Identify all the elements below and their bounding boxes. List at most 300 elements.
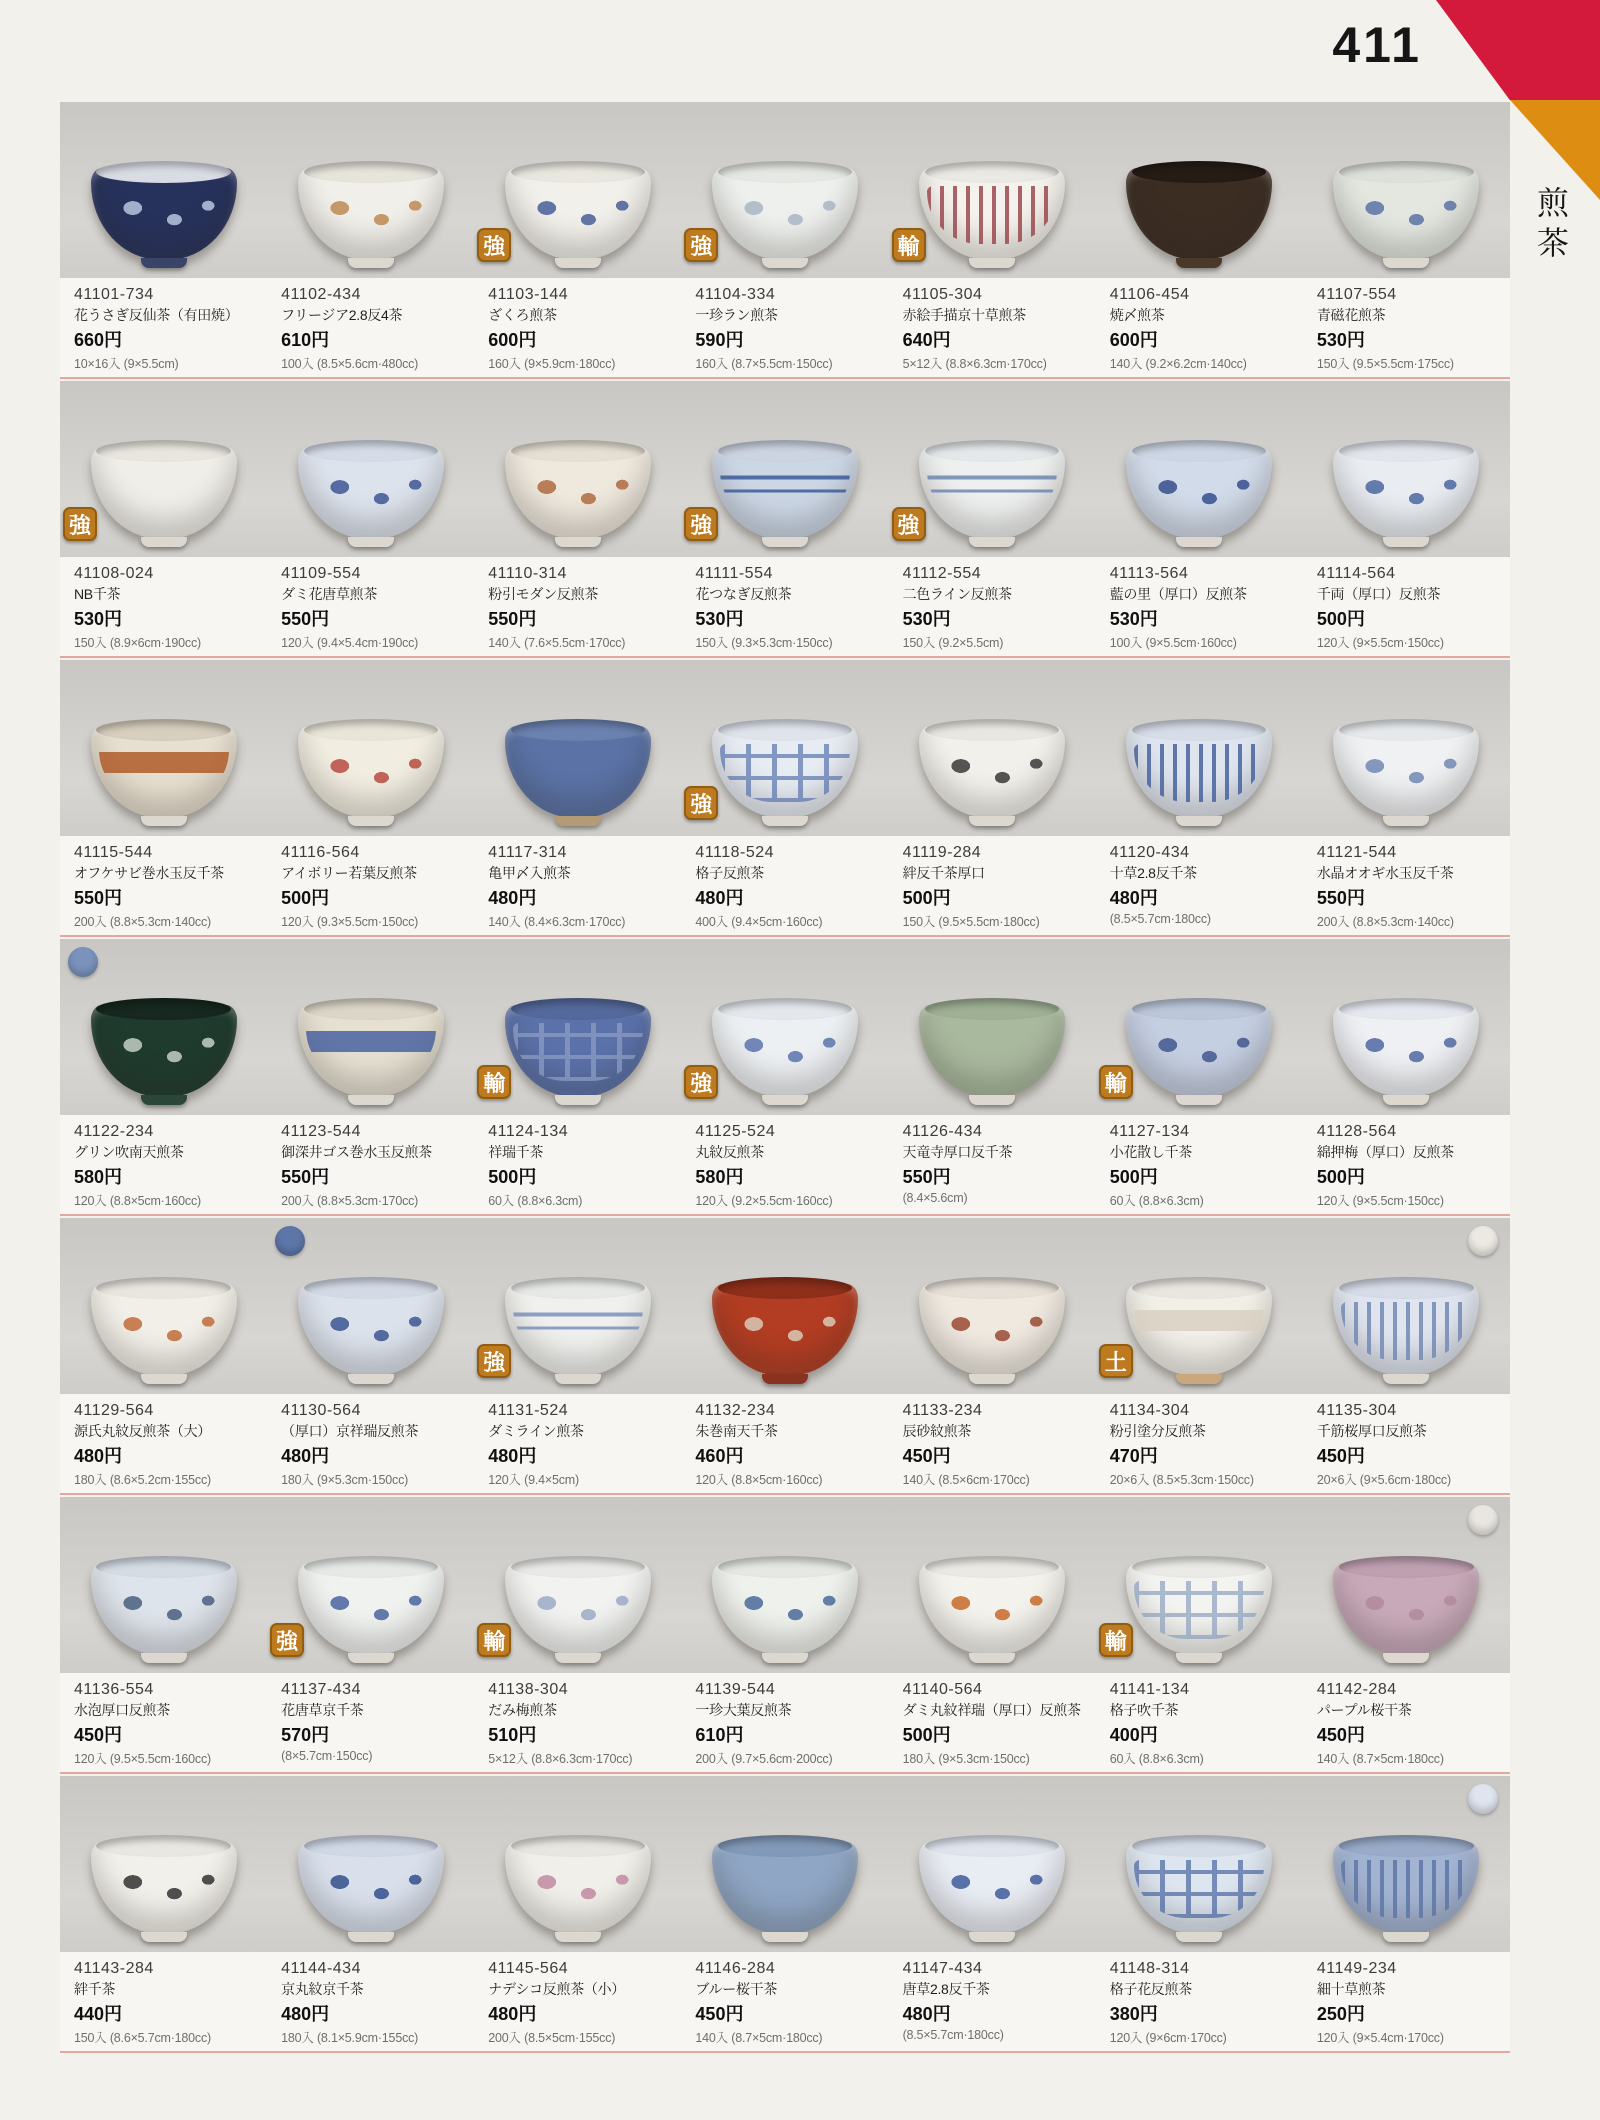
attribute-badge: 輸 <box>1099 1623 1133 1657</box>
product-item <box>1303 1497 1510 1772</box>
product-spec: 60入 (8.8×6.3cm) <box>1109 1194 1204 1208</box>
bowl-pattern <box>306 1023 436 1081</box>
bowl-pattern <box>1341 1581 1471 1639</box>
product-spec: 140入 (7.6×5.5cm·170cc) <box>488 636 626 650</box>
product-code: 41135-304 <box>1316 1402 1397 1419</box>
product-photo <box>267 660 474 836</box>
product-name: 青磁花煎茶 <box>1316 307 1386 323</box>
product-name: 御深井ゴス巻水玉反煎茶 <box>281 1144 432 1160</box>
product-name: 丸紋反煎茶 <box>695 1144 764 1160</box>
product-photo <box>60 660 267 836</box>
product-code: 41121-544 <box>1316 844 1397 861</box>
product-code: 41112-554 <box>902 565 982 582</box>
product-item <box>889 1218 1096 1493</box>
product-code: 41136-554 <box>74 1681 154 1698</box>
tea-bowl-photo <box>298 726 444 818</box>
product-photo <box>681 381 888 557</box>
product-info <box>889 1952 1096 2051</box>
product-price: 450円 <box>1316 1446 1365 1466</box>
tea-bowl-photo <box>1333 1005 1479 1097</box>
tea-bowl-photo <box>919 1563 1065 1655</box>
product-price: 610円 <box>695 1725 744 1745</box>
bowl-foot <box>555 258 601 268</box>
bowl-pattern <box>513 1302 643 1360</box>
product-code: 41124-134 <box>488 1123 569 1140</box>
product-spec: 140入 (9.2×6.2cm·140cc) <box>1109 357 1247 371</box>
product-code: 41103-144 <box>488 286 569 303</box>
product-price: 450円 <box>74 1725 123 1745</box>
tea-bowl-photo <box>505 447 651 539</box>
product-info <box>60 1394 267 1493</box>
product-photo <box>474 1776 681 1952</box>
bowl-pattern <box>720 1860 850 1918</box>
product-photo <box>681 1218 888 1394</box>
bowl-foot <box>1383 816 1429 826</box>
product-price: 500円 <box>281 888 330 908</box>
product-photo <box>60 1497 267 1673</box>
product-info <box>474 836 681 935</box>
product-spec: 200入 (8.8×5.3cm·140cc) <box>74 915 211 929</box>
bowl-pattern <box>720 1302 850 1360</box>
product-name: 亀甲〆入煎茶 <box>488 865 571 881</box>
product-info <box>60 1115 267 1214</box>
product-price: 590円 <box>695 330 744 350</box>
product-item <box>681 102 888 377</box>
product-photo <box>474 660 681 836</box>
bowl-pattern <box>720 465 850 523</box>
bowl-pattern <box>1134 744 1264 802</box>
product-info <box>889 557 1096 656</box>
product-price: 400円 <box>1109 1725 1158 1745</box>
bowl-pattern <box>927 1023 1057 1081</box>
bowl-pattern <box>1134 186 1264 244</box>
bowl-pattern <box>720 1023 850 1081</box>
product-photo <box>1096 1776 1303 1952</box>
bowl-pattern <box>1134 465 1264 523</box>
product-spec: 60入 (8.8×6.3cm) <box>1109 1752 1204 1766</box>
product-info <box>681 1394 888 1493</box>
bowl-foot <box>348 816 394 826</box>
product-info <box>889 278 1096 377</box>
tea-bowl-photo <box>1333 168 1479 260</box>
product-item <box>60 381 267 656</box>
bowl-foot <box>969 816 1015 826</box>
bowl-pattern <box>927 1860 1057 1918</box>
tea-bowl-photo <box>1333 726 1479 818</box>
bowl-foot <box>348 1932 394 1942</box>
product-photo <box>681 660 888 836</box>
product-name: 源氏丸紋反煎茶（大） <box>74 1423 211 1439</box>
product-price: 480円 <box>281 1446 330 1466</box>
product-name: 花うさぎ反仙茶（有田焼） <box>74 307 239 323</box>
product-price: 530円 <box>1109 609 1158 629</box>
product-photo <box>889 1218 1096 1394</box>
product-info <box>889 836 1096 935</box>
tea-bowl-photo <box>298 1284 444 1376</box>
bowl-foot <box>969 537 1015 547</box>
product-name: 朱巻南天千茶 <box>695 1423 778 1439</box>
product-info <box>267 836 474 935</box>
product-spec: 100入 (9×5.5cm·160cc) <box>1109 636 1237 650</box>
product-code: 41149-234 <box>1316 1960 1397 1977</box>
product-code: 41140-564 <box>902 1681 983 1698</box>
product-price: 580円 <box>695 1167 744 1187</box>
product-photo <box>267 102 474 278</box>
product-info <box>267 1115 474 1214</box>
product-spec: 150入 (9.2×5.5cm) <box>902 636 1004 650</box>
product-info <box>681 1115 888 1214</box>
product-price: 530円 <box>74 609 123 629</box>
product-info <box>1096 1673 1303 1772</box>
product-spec: 120入 (9×5.5cm·150cc) <box>1316 1194 1444 1208</box>
product-item <box>681 1776 888 2051</box>
product-item <box>1096 939 1303 1214</box>
product-info <box>1303 1673 1510 1772</box>
product-spec: 150入 (9.5×5.5cm·175cc) <box>1316 357 1454 371</box>
product-photo <box>1303 939 1510 1115</box>
product-item <box>889 1776 1096 2051</box>
bowl-pattern <box>927 186 1057 244</box>
product-name: 千両（厚口）反煎茶 <box>1316 586 1441 602</box>
product-photo <box>1303 1218 1510 1394</box>
attribute-badge: 土 <box>1099 1344 1133 1378</box>
product-code: 41130-564 <box>281 1402 361 1419</box>
bowl-foot <box>1176 1932 1222 1942</box>
product-item <box>681 939 888 1214</box>
product-info <box>681 836 888 935</box>
bowl-pattern <box>720 744 850 802</box>
product-spec: 400入 (9.4×5cm·160cc) <box>695 915 823 929</box>
product-name: アイボリー若葉反煎茶 <box>281 865 417 881</box>
attribute-badge: 強 <box>892 507 926 541</box>
tea-bowl-photo <box>298 1005 444 1097</box>
product-spec: 180入 (9×5.3cm·150cc) <box>902 1752 1030 1766</box>
attribute-badge: 強 <box>270 1623 304 1657</box>
bowl-pattern <box>513 744 643 802</box>
product-name: フリージア2.8反4茶 <box>281 307 403 323</box>
tea-bowl-photo <box>712 447 858 539</box>
bowl-foot <box>762 1932 808 1942</box>
product-name: 一珍大葉反煎茶 <box>695 1702 792 1718</box>
product-info <box>681 278 888 377</box>
tea-bowl-photo <box>298 1563 444 1655</box>
product-photo <box>474 1497 681 1673</box>
tea-bowl-photo <box>91 1284 237 1376</box>
bowl-foot <box>555 1932 601 1942</box>
tea-bowl-photo <box>919 168 1065 260</box>
product-photo <box>267 1497 474 1673</box>
attribute-badge: 強 <box>684 786 718 820</box>
product-price: 480円 <box>488 888 537 908</box>
bowl-foot <box>348 537 394 547</box>
product-spec: 60入 (8.8×6.3cm) <box>488 1194 583 1208</box>
bowl-pattern <box>513 186 643 244</box>
bowl-pattern <box>720 186 850 244</box>
product-price: 500円 <box>1316 1167 1365 1187</box>
bowl-foot <box>348 258 394 268</box>
product-spec: 120入 (9.4×5.4cm·190cc) <box>281 636 419 650</box>
product-item <box>1303 381 1510 656</box>
product-name: ブルー桜干茶 <box>695 1981 778 1997</box>
product-price: 610円 <box>281 330 330 350</box>
product-name: 格子反煎茶 <box>695 865 764 881</box>
product-spec: 20×6入 (9×5.6cm·180cc) <box>1316 1473 1451 1487</box>
tea-bowl-photo <box>919 447 1065 539</box>
product-name: 水晶オオギ水玉反千茶 <box>1316 865 1454 881</box>
product-info <box>681 557 888 656</box>
attribute-badge: 強 <box>684 1065 718 1099</box>
bowl-pattern <box>1134 1581 1264 1639</box>
product-code: 41137-434 <box>281 1681 361 1698</box>
product-name: 辰砂紋煎茶 <box>902 1423 972 1439</box>
bowl-foot <box>1383 258 1429 268</box>
bowl-foot <box>969 1095 1015 1105</box>
product-code: 41122-234 <box>74 1123 154 1140</box>
product-item <box>267 660 474 935</box>
product-code: 41144-434 <box>281 1960 361 1977</box>
product-price: 550円 <box>281 1167 330 1187</box>
bowl-foot <box>762 1653 808 1663</box>
product-spec: 120入 (9.2×5.5cm·160cc) <box>695 1194 833 1208</box>
bowl-pattern <box>927 744 1057 802</box>
product-spec: 120入 (9×6cm·170cc) <box>1109 2031 1227 2045</box>
product-photo <box>1096 1497 1303 1673</box>
product-code: 41109-554 <box>281 565 361 582</box>
product-item <box>681 1218 888 1493</box>
bowl-pattern <box>1341 1302 1471 1360</box>
product-photo <box>681 102 888 278</box>
attribute-badge: 強 <box>63 507 97 541</box>
product-item <box>267 939 474 1214</box>
product-price: 440円 <box>74 2004 123 2024</box>
tea-bowl-photo <box>1126 726 1272 818</box>
product-price: 500円 <box>902 888 951 908</box>
bowl-foot <box>555 1653 601 1663</box>
product-code: 41141-134 <box>1109 1681 1190 1698</box>
product-price: 530円 <box>1316 330 1365 350</box>
product-photo <box>889 381 1096 557</box>
product-spec: 200入 (8.5×5cm·155cc) <box>488 2031 616 2045</box>
bowl-foot <box>969 1653 1015 1663</box>
product-price: 500円 <box>902 1725 951 1745</box>
product-code: 41143-284 <box>74 1960 154 1977</box>
product-name: 花唐草京千茶 <box>281 1702 364 1718</box>
product-spec: 150入 (9.5×5.5cm·180cc) <box>902 915 1040 929</box>
product-price: 530円 <box>902 609 951 629</box>
product-code: 41134-304 <box>1109 1402 1190 1419</box>
tea-bowl-photo <box>712 1005 858 1097</box>
product-item <box>267 1218 474 1493</box>
product-spec: 140入 (8.7×5cm·180cc) <box>695 2031 823 2045</box>
bowl-pattern <box>1134 1302 1264 1360</box>
bowl-pattern <box>1134 1023 1264 1081</box>
product-price: 550円 <box>74 888 123 908</box>
bowl-foot <box>141 1653 187 1663</box>
product-item <box>474 1776 681 2051</box>
product-price: 600円 <box>488 330 537 350</box>
product-row <box>60 939 1510 1216</box>
attribute-badge: 強 <box>477 1344 511 1378</box>
lid-disc <box>1468 1784 1498 1814</box>
product-name: ダミ花唐草煎茶 <box>281 586 378 602</box>
product-info <box>474 557 681 656</box>
product-row <box>60 660 1510 937</box>
product-info <box>1303 1115 1510 1214</box>
product-name: 粉引塗分反煎茶 <box>1109 1423 1206 1439</box>
product-price: 480円 <box>1109 888 1158 908</box>
product-price: 550円 <box>902 1167 951 1187</box>
bowl-foot <box>762 258 808 268</box>
product-code: 41105-304 <box>902 286 983 303</box>
product-info <box>474 1673 681 1772</box>
product-item <box>60 1776 267 2051</box>
bowl-foot <box>141 1932 187 1942</box>
product-price: 480円 <box>902 2004 951 2024</box>
tea-bowl-photo <box>505 1005 651 1097</box>
bowl-foot <box>141 258 187 268</box>
attribute-badge: 輸 <box>477 1623 511 1657</box>
tea-bowl-photo <box>505 1284 651 1376</box>
bowl-pattern <box>513 1860 643 1918</box>
product-price: 500円 <box>1316 609 1365 629</box>
bowl-pattern <box>927 1302 1057 1360</box>
product-spec: (8.5×5.7cm·180cc) <box>1109 912 1211 926</box>
tea-bowl-photo <box>1333 1563 1479 1655</box>
product-name: 天竜寺厚口反千茶 <box>902 1144 1013 1160</box>
product-info <box>1303 1394 1510 1493</box>
product-info <box>681 1673 888 1772</box>
product-photo <box>474 381 681 557</box>
product-code: 41125-524 <box>695 1123 776 1140</box>
product-photo <box>889 1776 1096 1952</box>
bowl-foot <box>1176 258 1222 268</box>
attribute-badge: 輸 <box>1099 1065 1133 1099</box>
bowl-pattern <box>1134 1860 1264 1918</box>
product-item <box>1303 102 1510 377</box>
product-name: 京丸紋京千茶 <box>281 1981 364 1997</box>
product-name: 格子花反煎茶 <box>1109 1981 1192 1997</box>
product-code: 41117-314 <box>488 844 567 861</box>
product-spec: 120入 (9.3×5.5cm·150cc) <box>281 915 419 929</box>
bowl-foot <box>1176 816 1222 826</box>
lid-disc <box>1468 1505 1498 1535</box>
product-item <box>474 102 681 377</box>
product-price: 480円 <box>695 888 744 908</box>
product-code: 41110-314 <box>488 565 567 582</box>
product-code: 41127-134 <box>1109 1123 1190 1140</box>
product-code: 41101-734 <box>74 286 154 303</box>
product-spec: 150入 (9.3×5.3cm·150cc) <box>695 636 833 650</box>
product-info <box>267 278 474 377</box>
product-code: 41123-544 <box>281 1123 361 1140</box>
product-name: 絆千茶 <box>74 1981 116 1997</box>
product-price: 510円 <box>488 1725 537 1745</box>
product-photo <box>681 939 888 1115</box>
product-code: 41126-434 <box>902 1123 983 1140</box>
product-spec: 200入 (9.7×5.6cm·200cc) <box>695 1752 833 1766</box>
product-spec: 100入 (8.5×5.6cm·480cc) <box>281 357 419 371</box>
corner-ribbon-red <box>1436 0 1600 100</box>
product-item <box>1096 102 1303 377</box>
tea-bowl-photo <box>91 1842 237 1934</box>
bowl-foot <box>1383 1653 1429 1663</box>
product-item <box>681 381 888 656</box>
product-code: 41133-234 <box>902 1402 983 1419</box>
bowl-foot <box>141 537 187 547</box>
product-name: ダミ丸紋祥瑞（厚口）反煎茶 <box>902 1702 1081 1718</box>
bowl-pattern <box>1341 744 1471 802</box>
product-code: 41119-284 <box>902 844 982 861</box>
product-spec: 160入 (8.7×5.5cm·150cc) <box>695 357 833 371</box>
product-code: 41138-304 <box>488 1681 569 1698</box>
product-item <box>60 660 267 935</box>
product-photo <box>60 381 267 557</box>
attribute-badge: 輸 <box>477 1065 511 1099</box>
product-info <box>1303 836 1510 935</box>
product-spec: 120入 (8.8×5cm·160cc) <box>74 1194 201 1208</box>
product-name: 祥瑞千茶 <box>488 1144 544 1160</box>
product-photo <box>889 939 1096 1115</box>
product-photo <box>267 381 474 557</box>
product-name: 格子吹千茶 <box>1109 1702 1179 1718</box>
product-price: 460円 <box>695 1446 744 1466</box>
product-code: 41115-544 <box>74 844 153 861</box>
bowl-foot <box>969 1932 1015 1942</box>
bowl-foot <box>555 537 601 547</box>
product-price: 450円 <box>1316 1725 1365 1745</box>
product-code: 41107-554 <box>1316 286 1397 303</box>
product-info <box>474 1394 681 1493</box>
lid-disc <box>1468 1226 1498 1256</box>
product-info <box>474 1952 681 2051</box>
product-photo <box>889 1497 1096 1673</box>
tea-bowl-photo <box>298 447 444 539</box>
product-photo <box>681 1497 888 1673</box>
product-item <box>1096 660 1303 935</box>
product-info <box>267 1673 474 1772</box>
product-item <box>889 381 1096 656</box>
bowl-pattern <box>1341 1023 1471 1081</box>
tea-bowl-photo <box>919 1842 1065 1934</box>
product-photo <box>1303 102 1510 278</box>
product-item <box>60 102 267 377</box>
product-item <box>1096 1497 1303 1772</box>
bowl-foot <box>1383 537 1429 547</box>
tea-bowl-photo <box>298 168 444 260</box>
bowl-pattern <box>99 1581 229 1639</box>
product-photo <box>1096 660 1303 836</box>
product-price: 480円 <box>281 2004 330 2024</box>
product-name: 十草2.8反千茶 <box>1109 865 1197 881</box>
bowl-pattern <box>306 1581 436 1639</box>
bowl-pattern <box>513 465 643 523</box>
lid-disc <box>68 947 98 977</box>
lid-disc <box>275 1226 305 1256</box>
product-code: 41108-024 <box>74 565 154 582</box>
product-info <box>1096 557 1303 656</box>
tea-bowl-photo <box>1126 1842 1272 1934</box>
tea-bowl-photo <box>712 726 858 818</box>
product-photo <box>1096 1218 1303 1394</box>
bowl-foot <box>969 258 1015 268</box>
product-name: （厚口）京祥瑞反煎茶 <box>281 1423 419 1439</box>
product-photo <box>1303 1497 1510 1673</box>
product-info <box>267 557 474 656</box>
product-code: 41120-434 <box>1109 844 1190 861</box>
tea-bowl-photo <box>505 168 651 260</box>
tea-bowl-photo <box>1333 1284 1479 1376</box>
tea-bowl-photo <box>1126 1563 1272 1655</box>
